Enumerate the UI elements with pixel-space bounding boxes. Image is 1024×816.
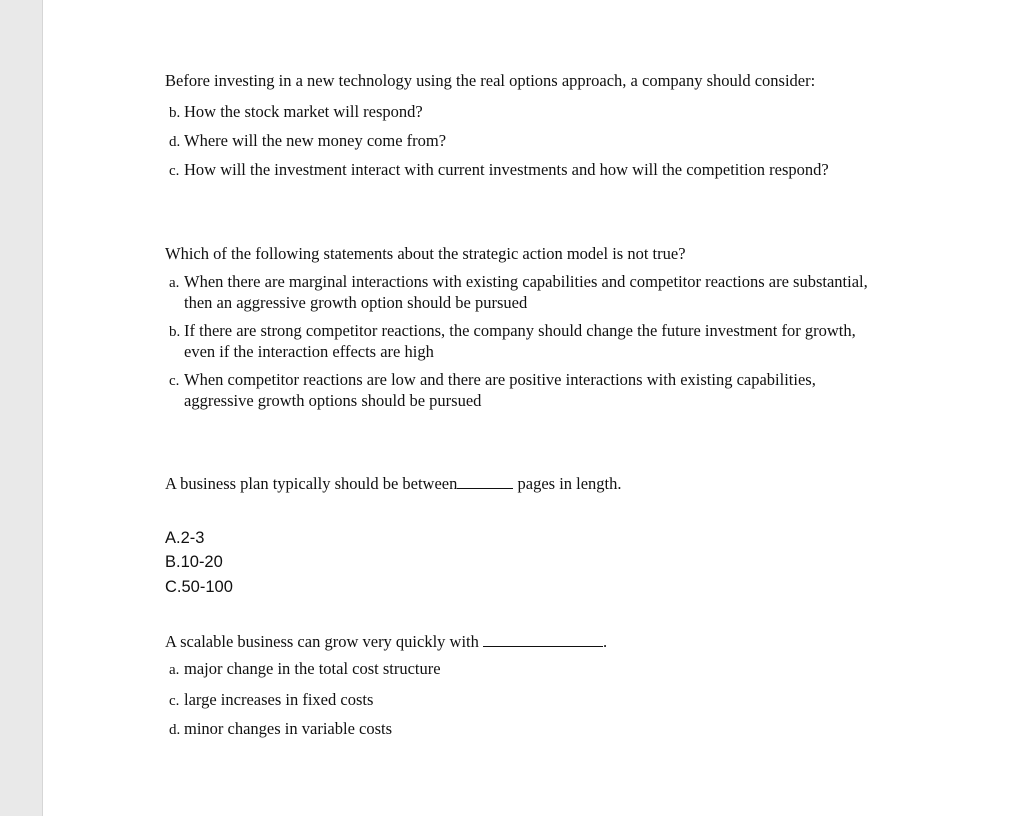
option-text-line-1: When competitor reactions are low and there are positive interactions with existing capabilities, — [184, 370, 816, 389]
question-4-text — [165, 632, 607, 652]
option-text: major change in the total cost structure — [184, 659, 441, 678]
option-text: How will the investment interact with current investments and how will the competition respond? — [184, 160, 829, 179]
answer-blank — [483, 632, 603, 647]
question-1-option-d[interactable] — [169, 131, 446, 152]
option-text-line-2: aggressive growth options should be pursued — [184, 391, 482, 410]
question-3-option-c[interactable]: C.50-100 — [165, 578, 233, 596]
question-3-text — [165, 474, 622, 494]
option-text: How the stock market will respond? — [184, 102, 423, 121]
option-letter: a. — [169, 662, 180, 678]
option-text-line-1: When there are marginal interactions with existing capabilities and competitor reactions are substantial, — [184, 272, 868, 291]
option-text: large increases in fixed costs — [184, 690, 374, 709]
option-letter: c. — [169, 163, 180, 179]
question-4-text-before: A scalable business can grow very quickly with — [165, 632, 479, 651]
option-text-line-2: even if the interaction effects are high — [184, 342, 434, 361]
question-2-option-a[interactable] — [169, 272, 868, 313]
option-letter: b. — [169, 105, 181, 121]
question-2-option-b[interactable] — [169, 321, 856, 362]
option-text: minor changes in variable costs — [184, 719, 393, 738]
option-letter: d. — [169, 722, 181, 738]
document-page — [165, 0, 985, 816]
answer-blank — [457, 474, 513, 489]
option-letter: c. — [169, 693, 180, 709]
question-3-text-before: A business plan typically should be between — [165, 474, 458, 493]
option-text-line-2: then an aggressive growth option should be pursued — [184, 293, 528, 312]
question-4-option-a[interactable] — [169, 659, 441, 680]
option-letter: b. — [169, 324, 181, 340]
question-2-text: Which of the following statements about the strategic action model is not true? — [165, 244, 686, 263]
option-letter: a. — [169, 275, 180, 291]
question-1-option-b[interactable] — [169, 102, 423, 123]
option-text: Where will the new money come from? — [184, 131, 447, 150]
option-text-line-1: If there are strong competitor reactions, the company should change the future investment for growth, — [184, 321, 856, 340]
option-letter: d. — [169, 134, 181, 150]
question-4-text-after: . — [603, 632, 608, 651]
question-3-option-b[interactable]: B.10-20 — [165, 553, 223, 571]
question-2-option-c[interactable] — [169, 370, 816, 411]
left-margin-panel — [0, 0, 43, 816]
question-3-text-after: pages in length. — [517, 474, 622, 493]
question-1-option-c[interactable] — [169, 160, 829, 181]
question-4-option-c[interactable] — [169, 690, 373, 711]
option-letter: c. — [169, 373, 180, 389]
question-3-option-a[interactable]: A.2-3 — [165, 529, 205, 547]
question-1-text: Before investing in a new technology using the real options approach, a company should consider: — [165, 71, 816, 90]
question-4-option-d[interactable] — [169, 719, 392, 740]
